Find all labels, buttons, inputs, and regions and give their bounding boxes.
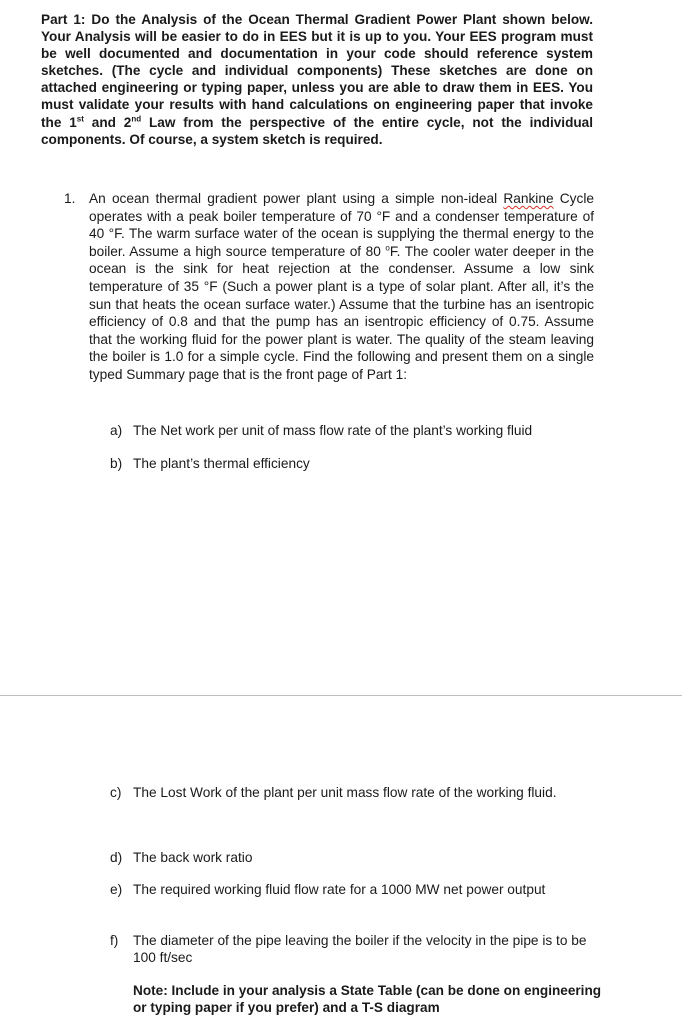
question-text-part: F. The cooler water deeper in the ocean is the sink for heat rejection at the condenser. Assume a low sink temperature of 35 °F (Such a power plant is a type of solar plant. After all, it’s the sun that heats the ocean surface water.) Assume that the turbine has an isentropic efficiency of 0.8 and that the pump has an isentropic efficiency of 0.75. Assume that the working fluid for the power plant is water. The quality of the steam leaving the boiler is 1.0 for a simple cycle. Find the following and present them on a single typed Summary page that is the front page of Part 1:: [89, 243, 594, 382]
intro-line: a system sketch is required.: [200, 131, 383, 147]
sub-question-label: b): [110, 456, 123, 471]
sub-question-label: a): [110, 423, 123, 438]
sub-question-label: d): [110, 850, 123, 865]
intro-line: perspective of the entire cycle, not the individual components. Of course,: [41, 114, 594, 147]
intro-line: should reference system sketches. (The cycle and individual components): [41, 46, 594, 79]
first-law-superscript: st: [76, 114, 84, 124]
intro-line: and 2: [83, 114, 132, 130]
sub-question-text: The Lost Work of the plant per unit mass flow rate of the working fluid.: [133, 785, 557, 800]
sub-question-label: f): [110, 933, 119, 948]
note: Note: Include in your analysis a State Table (can be done on engineering or typing paper if you prefer) and a T-S diagram: [133, 983, 602, 1016]
degree-superscript: o: [385, 243, 390, 253]
sub-question-label: c): [110, 785, 122, 800]
question-text: [89, 190, 594, 384]
part1-instructions: [41, 11, 593, 148]
page-break-divider: [0, 695, 682, 696]
sub-question-b: [110, 455, 590, 472]
intro-line: calculations on engineering paper that invoke the 1: [41, 97, 593, 130]
sub-question-a: [110, 422, 590, 439]
intro-line: below. Your Analysis will be easier to do in EES but it is up to you. Your: [41, 12, 593, 45]
sub-question-text: The diameter of the pipe leaving the boiler if the velocity in the pipe is to be 100 ft/sec: [133, 933, 587, 966]
question-text-part: An ocean thermal gradient power plant using a simple non-ideal: [89, 191, 504, 206]
sub-question-f: [110, 932, 590, 966]
second-law-superscript: nd: [131, 114, 142, 124]
sub-question-e: [110, 881, 590, 898]
sub-question-text: The Net work per unit of mass flow rate of the plant’s working fluid: [133, 423, 533, 438]
question-1: [64, 190, 594, 384]
spellcheck-word[interactable]: Rankine: [503, 191, 554, 206]
sub-question-text: The plant’s thermal efficiency: [133, 456, 310, 471]
intro-line: EES program must be well documented and documentation in your code: [41, 29, 593, 62]
intro-line: you are able to draw them in EES. You must validate your results with hand: [41, 80, 593, 113]
sub-question-label: e): [110, 882, 123, 897]
question-number: 1.: [64, 191, 76, 206]
intro-line: These sketches are done on attached engineering or typing paper, unless: [41, 63, 594, 96]
sub-question-text: The back work ratio: [133, 850, 253, 865]
intro-line: Law from the: [141, 114, 242, 130]
sub-question-d: [110, 849, 590, 866]
question-text-part: Cycle operates with a peak boiler temperature of 70 °F and a condenser temperature of 40 °F. The warm surface water of the ocean is supplying the thermal energy to the boiler. Assume a high source temperature of 80: [89, 191, 595, 259]
intro-line: Part 1: Do the Analysis of the Ocean Thermal Gradient Power Plant shown: [41, 12, 546, 27]
sub-question-c: [110, 784, 590, 801]
sub-question-text: The required working fluid flow rate for a 1000 MW net power output: [133, 882, 546, 897]
